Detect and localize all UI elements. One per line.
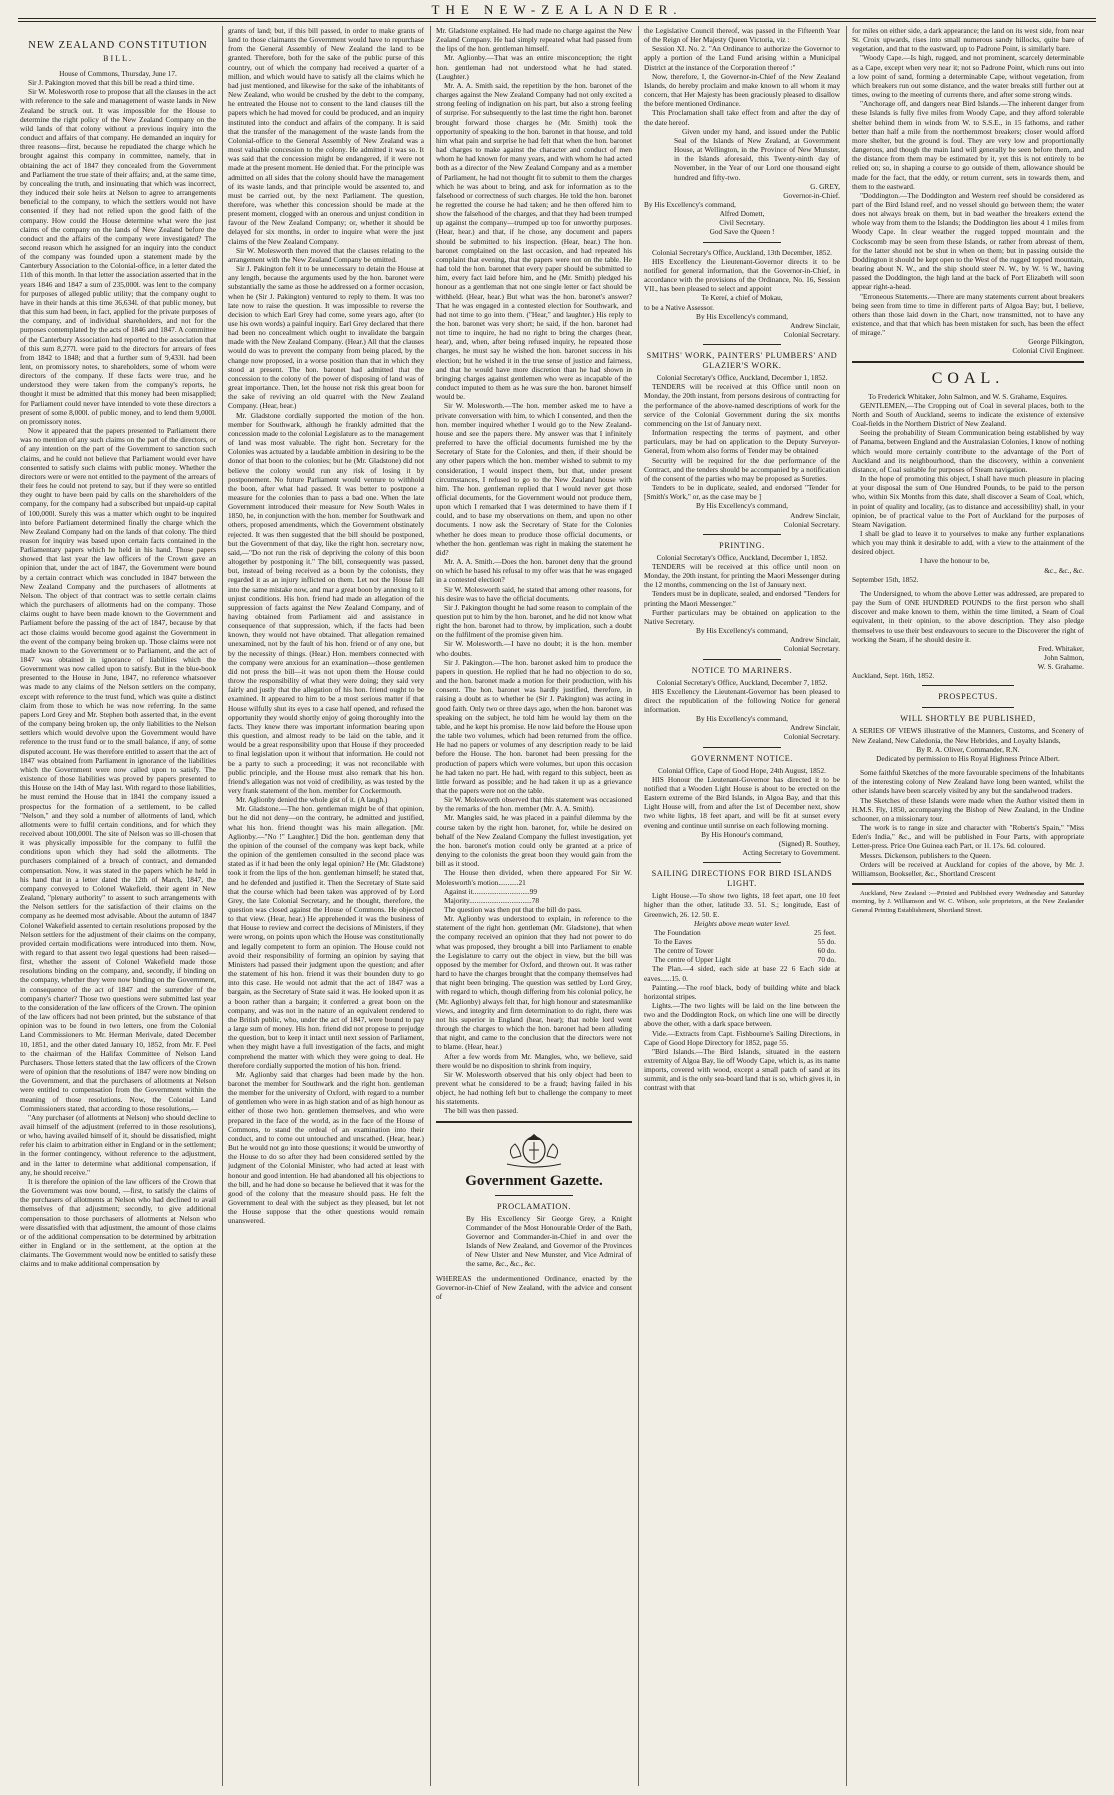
letter-closing: I have the honour to be, bbox=[920, 556, 990, 566]
proclamation-text: the Legislative Council thereof, was passed in the Fifteenth Year of the Reign of Her Majesty Queen Victoria, viz : bbox=[644, 26, 840, 45]
divider bbox=[703, 344, 781, 345]
article-paragraph: Mr. Gladstone cordially supported the motion of the hon. member for Southwark, although he frankly admitted that the concession made to the colonial Legislature as to the management of land was most valuable. The right hon. Secretary for the Colonies was actuated by a laudable ambition in desiring to be the donor of that boon to the colonies; but he (Mr. Gladstone) did not believe the colony would run any risk of losing it by postponement. No future Parliament would venture to withhold the boon, after what had passed. It was better to postpone a measure for the colonies than to pass a bad one. When the late Government introduced their measure for New South Wales in 1850, he, in conjunction with the hon. member for Southwark and others, proposed amendments, which the Government obstinately rejected. It was then suggested that the bill should be postponed, but the Government of that day, like the right hon. secretary now, said,—"Do not run the risk of depriving the colony of this boon altogether by postponing it." The bill, consequently was passed, but, instead of being received as a boon by the colonists, they regarded it as an injury inflicted on them. Let not the House fall into the same mistake now, and mar a great boon by annexing to it unjust conditions. His hon. friend had made an allegation of the suppression of facts against the New Zealand Company, and of having obtained from Parliament aid and assistance in consequence of that suppression, which, if the facts had been known, they would not have obtained. That allegation remained unexamined, not by the fault of his hon. friend or of any one, but by the necessity of things. (Hear.) Hon. members connected with the company were anxious for an examination—those gentlemen did not press the bill—it was not upon them the House could throw the responsibility of what they were doing; they said very fairly and justly that the allegation of his hon. friend ought to be examined. It appeared to him to be a most serious matter if that House wilfully shut its eyes to a case half opened, and refused the opportunity they would shortly enjoy of going thoroughly into the facts. They knew there was important information bearing upon this question, and almost ready to be laid on the table, and it would be a great responsibility upon that House if they proceeded to final legislation upon it without that information. He could not be a party to such a proceeding; it was not reconcilable with public principle, and the House must also remark that his hon. friend's allegation was not void of credibility, as was tested by the very frank statement of the hon. member for Cockermouth. bbox=[228, 410, 424, 795]
letter-date: Auckland, Sept. 16th, 1852. bbox=[852, 671, 935, 681]
divider bbox=[703, 242, 781, 243]
article-paragraph: Now it appeared that the papers presented to Parliament there was no mention of any such claims on the part of the directors, or of any intention on the part of the Government to sanction such claims, and he could not believe that Parliament would ever have consented to satisfy such claims with public money. Whether the directors were or were not entitled to the payment of the arrears of their fees he could not pretend to say, but if they were so entitled they ought to have been paid by calls on the shareholders of the company, for the company had a subscribed but unpaid-up capital of 100,000l. Surely this was a matter which ought to be inquired into before Parliament determined finally the charge which the New Zealand Company had on the lands of that colony. The third reason for inquiry was based upon certain facts contained in the Parliamentary papers which he held in his hand. Those papers showed that last year the law officers of the Crown gave an opinion that, under the act of 1847, the Government were bound by a certain contract which was concluded in 1847 between the New Zealand Company and the purchasers of allotments at Nelson. The object of that contract was to settle certain claims which the purchasers of allotments had on the company. Those claims ought to have been made known to the Government and Parliament before the passing of the act of 1847, because by that act those claims would become good against the Government in the event of the company being broken up. Those claims were not made known to the Government or to Parliament, and the act of 1847 was obtained in ignorance of liabilities which the Government was now called upon to satisfy. But in the blue-book presented to the House in June, 1847, no reference whatsoever was made to any claims of the Nelson settlers on the company, except with reference to the trust fund, which was quite a distinct claim from those to which he was now referring. In the same papers Lord Grey and Mr. Stephen both asserted that, in the event of the company being broken up, the only liabilities to the Nelson settlers which would devolve upon the Government would have reference to the trust fund or to the small balance, if any, of some disputed account. He was therefore entitled to assert that the act of 1847 was obtained from Parliament in ignorance of the liabilities which the Government were now called upon to satisfy. The existence of those liabilities was proved by papers presented to this House on the 14th of May last. With regard to those liabilities, he must remind the House that in 1841 the company issued a prospectus for the formation of a settlement, to be called "Nelson," and they sold a number of allotments of land, which allotments were to fulfil certain conditions, and for which they received about 100,000l. The site of Nelson was so ill-chosen that it was physically impossible for the company to fulfil the conditions upon which they had sold the allotments. The purchasers complained of a breach of contract, and demanded compensation. Now, it was stated in the papers which he held in his hand that in a letter dated the 12th of March, 1847, the company conveyed to Colonel Wakefield, their agent in New Zealand, "plenary authority" to assent to such arrangements with the Nelson settlers for the satisfaction of their claims on the company as he deemed most advisable. About the autumn of 1847 Colonel Wakefield assented to certain resolutions proposed by the Nelson settlers for the adjustment of their claims on the company, provided certain modifications were introduced into them. Now, with regard to that assent two legal questions had been raised—first, whether the assent of Colonel Wakefield made those resolutions binding on the company, and, secondly, if binding on the company, whether they were now binding on the Government, in consequence of the act of 1847 and the surrender of the company's charter? Those two questions were submitted last year to the consideration of the law officers of the Crown. The opinion of the law officers had not been printed, but the substance of that opinion was to be found in two letters, one from the Colonial Land Commissioners to Mr. Herman Merivale, dated December 10, 1851, and the other dated January 10, 1852, from Mr. F. Peel to the chairman of the Halifax Committee of Nelson Land Purchasers. Those letters stated that the law officers of the Crown were of opinion that the resolutions of 1847 were now binding on the Government, and that the purchasers of allotments at Nelson were entitled to compensation from the Government within the meaning of those resolutions. Now, the Colonial Land Commissioners stated, that according to those resolutions,— bbox=[20, 426, 216, 1113]
notice-appointee: Te Kereí, a chief of Mokau, bbox=[701, 293, 783, 303]
article-paragraph: Mr. Gladstone.—The hon. gentleman might be of that opinion, but he did not deny—on the contrary, he admitted and justified, what his hon. friend thought was his main allegation. [Mr. Aglionby.—"No !" Laughter.] Did the hon. gentleman deny that the opinion of the counsel of the company was kept back, while the opinion of the gentlemen consulted in the second place was stated as if it had been the only legal opinion? He (Mr. Gladstone) took it from the lips of the hon. gentleman himself; he stated that, and he defended and justified it. Then the Secretary of State said that the course which had been taken was approved of by Lord Grey, the late Colonial Secretary, and he thought, therefore, the question was closed against the House of Commons. He objected to that view. (Hear, hear.) He apprehended it was the business of that House to review and correct the decisions of Ministers, if they were wrong, on points upon which the House was constitutionally and legally competent to form an opinion. The House could not avoid their responsibility of forming an opinion by saying that Ministers had passed their judgment upon the question; and after the statement of his hon. friend it was their bounden duty to go into this case. He would not admit that the act of 1847 was a bargain, as the Secretary of State said it was. He looked upon it as a boon rather than a bargain; it conferred a great boon on the company, and was not in the nature of an equivalent rendered to the British public, who, under the act of 1847, were bound to pay a large sum of money. His hon. friend did not propose to prejudge the question, but to keep it intact until next session of Parliament, when they might have a full investigation of the facts, and might comprehend the matter with which they were going to deal. He therefore cordially supported the motion of his hon. friend. bbox=[228, 804, 424, 1070]
letter-text: In the hope of promoting this object, I shall have much pleasure in placing at your disposal the sum of One Hundred Pounds, to be paid to the person who, within Six Months from this date, shall discover a Seam of Coal, which, in point of quality and locality, (as to distance and accessibility) shall, in your opinion, be of practical value to the Port of Auckland for the purposes of Steam Navigation. bbox=[852, 474, 1084, 529]
notice-text: Tenders to be in duplicate, sealed, and endorsed "Tender for [Smith's Work," or, as the case may be ] bbox=[644, 483, 840, 502]
office-dateline: Colonial Secretary's Office, Auckland, December 1, 1852. bbox=[656, 552, 828, 562]
publication-heading: WILL SHORTLY BE PUBLISHED, bbox=[900, 714, 1036, 724]
notice-text: "Woody Cape.—Is high, rugged, and not prominent, scarcely determinable as a Cape, except when very near it; not so Padrone Point, which runs out into a low point of sand, forming a determinable Cape, without vegetation, from which breakers run out some distance, and the water breaks still further out at times, owing to the meeting of currents there, and after some strong winds. bbox=[852, 53, 1084, 100]
article-paragraph: Mr. A. A. Smith said, the repetition by the hon. baronet of the charges against the New Zealand Company had not only excited a strong feeling of indignation on his part, but also a strong feeling of surprise. For subsequently to the last time the right hon. baronet brought forward those charges he (Mr. Smith) took the opportunity of speaking to the hon. baronet in that house, and told him what pain and surprise he had felt that when the hon. baronet had charges to make against the character and conduct of men whom he had known for many years, and with whom he had acted both as a director of the New Zealand Company and as a member of Parliament, he had not thought fit to submit to them the charges which he was about to bring, and ask for information as to the falsehood or correctness of such charges. He told the hon. baronet he regretted the course he had taken; and he then offered him to show the falsehood of the charges, and that they had been trumped up against the company—trumped up too for unworthy purposes. (Hear, hear.) and that, if he chose, any document and papers should be submitted to his inspection. (Hear, hear.) The hon. baronet complained on the last occasion, and had repeated his complaint that evening, that the papers were not on the table. He had told the hon. baronet that every paper should be submitted to him, every fact laid before him, and he (Mr. Smith) pledged his honour as a gentleman that not one single letter or fact should be withheld. (Hear, hear.) But what was the hon. baronet's answer? That he was engaged in a contested election for Southwark, and had not time to go into them. ("Hear," and laughter.) His reply to the hon. baronet was very short; he said, if the hon. baronet had not time to inquire, he had no right to bring the charges (hear, hear), and, when, after being refused inquiry, he repeated those charges, he must say he wished the hon. baronet success in his election; but he wished it in the true sense of justice and fairness, and that he would have more discretion than he had shown in bringing charges against gentlemen who were as incapable of the conduct imputed to them as he was sure the hon. baronet himself would be. bbox=[436, 80, 632, 402]
notice-text: "Bird Islands.—The Bird Islands, situated in the eastern extremity of Algoa Bay, lie off Woody Cape, which is, as its name imports, covered with wood, except a small patch of sand at its summit, and is the only sea-board land that is so, which gives it, in contrast with that bbox=[644, 1046, 840, 1093]
signature-title: Governor-in-Chief. bbox=[783, 190, 840, 200]
notice-heading: SAILING DIRECTIONS FOR BIRD ISLANDS LIGHT. bbox=[651, 869, 833, 889]
division-line: Against it...............................99 bbox=[444, 886, 538, 896]
prospectus-text: Orders will be received at Auckland for copies of the above, by Mr. J. Williamson, Bookseller, &c., Shortland Crescent bbox=[852, 859, 1084, 878]
article-paragraph: Sir W. Molesworth rose to propose that all the clauses in the act with reference to the sale and management of waste lands in New Zealand be struck out. It was impossible for the House to determine the right policy of the New Zealand Company on the wild lands of that colony without a previous inquiry into the conduct and affairs of that company. He demanded an inquiry for three reasons—first, because he repudiated the charge which he brought against this company in committee, namely, that in obtaining the act of 1847 they concealed from the Government and Parliament the true state of their affairs; and, at the same time, by concealing the truth, and insinuating that which was incorrect, they induced their sole heirs at Nelson to agree to arrangements beneficial to the company, to which the settlers would not have consented if they had not relied upon the good faith of the company. How could the House determine what were the just claims of the company on the lands of New Zealand before the conduct and the affairs of the company were investigated? The second reason which he assigned for an inquiry into the conduct of the company was founded upon a statement made by the Canterbury Association to the Colonial-office, in a letter dated the 11th of this month. In that letter the association asserted that in the years 1846 and 1847 a sum of 235,000l. was lent to the company for purposes of alleged public utility; that the company ought to have in their hands at this time 36,634l. of that public money, but that this sum had been, in fact, applied for the private purposes of the company, and of individual shareholders, and not for the purposes contemplated by the acts of 1846 and 1847. A committee of the Canterbury Association had reported to the association that of this sum 8,277l. were paid to the directors for arrears of fees from 1842 to 1848; and that a further sum of 9,433l. had been lent, on promissory notes, to shareholders, some of whom were directors of the company. If these facts were true, and he understood they were taken from the company's reports, he thought it must be admitted that this money had been misapplied; for Parliament could never have intended to vote these directors a present of some 8,000l. of public money, and to lend them 9,000l. on promissory notes. bbox=[20, 87, 216, 426]
section-rule bbox=[852, 883, 1084, 885]
proclamation-text: Session XI. No. 2. "An Ordinance to authorize the Governor to apply a portion of the Land Fund arising within a Municipal District at the instance of the Corporation thereof :" bbox=[644, 44, 840, 72]
article-paragraph: Sir W. Molesworth then moved that the clauses relating to the arrangement with the New Zealand Company be omitted. bbox=[228, 245, 424, 264]
article-paragraph: It is therefore the opinion of the law officers of the Crown that the Government was now bound, —first, to satisfy the claims of the purchasers of allotments at Nelson who had declined to avail themselves of that adjustment; secondly, to give additional compensation to those purchasers of allotments at Nelson who were dissatisfied with that adjustment, the amount of those claims or of the additional compensation to be determined by arbitration either in England or in the settlement, at the option at the claimants. The Government would now be entitled to satisfy these claims and to make additional compensation by bbox=[20, 1176, 216, 1269]
letter-text: I shall be glad to leave it to yourselves to make any further explanations which you may think it desirable to add, with a view to the attainment of the desired object. bbox=[852, 528, 1084, 557]
prospectus-text: A SERIES OF VIEWS illustrative of the Manners, Customs, and Scenery of New Zealand, New Caledonia, the New Hebrides, and Loyalty Islands, bbox=[852, 726, 1084, 745]
notice-heading: PRINTING. bbox=[719, 540, 765, 550]
office-dateline: Colonial Secretary's Office, Auckland, 13th December, 1852. bbox=[652, 247, 832, 257]
office-dateline: Colonial Secretary's Office, Auckland, December 1, 1852. bbox=[656, 373, 828, 383]
proclamation-text: Given under my hand, and issued under the Public Seal of the Islands of New Zealand, at Government House, at Wellington, in the Province of New Munster, in the Islands aforesaid, this Twenty-ninth day of November, in the Year of our Lord one thousand eight hundred and fifty-two. bbox=[674, 126, 840, 182]
notice-text: "Erroneous Statements.—There are many statements current about breakers being seen from time to time in different parts of Algoa Bay; but, I believe, others than those laid down in the Chart, now transmitted, not to have any existence, and that that which has been mistaken for such, has been the effect of mirage." bbox=[852, 291, 1084, 338]
article-paragraph: Sir J. Pakington thought he had some reason to complain of the question put to him by the hon. baronet, and he did not know what right the hon. baronet had to throw, by implication, such a doubt on the fulfilment of the promise given him. bbox=[436, 602, 632, 640]
notice-text: Further particulars may be obtained on application to the Native Secretary. bbox=[644, 607, 840, 626]
signatory-name: John Salmon, bbox=[1044, 653, 1084, 662]
masthead: THE NEW-ZEALANDER. bbox=[431, 2, 683, 17]
proclamation-preamble: By His Excellency Sir George Grey, a Knight Commander of the Most Honourable Order of the Bath, Governor and Commander-in-Chief in and over the Islands of New Zealand, and Governor of the Provinces of New Ulster and New Munster, and Vice Admiral of the same, &c., &c., &c. bbox=[466, 1213, 632, 1269]
table-cell: 70 do. bbox=[817, 955, 836, 965]
letter-closing: &c., &c., &c. bbox=[1044, 565, 1084, 575]
notice-heading: GOVERNMENT NOTICE. bbox=[690, 753, 794, 763]
table-cell: The centre of Tower bbox=[654, 946, 714, 956]
signature: G. GREY, bbox=[810, 181, 840, 191]
article-paragraph: Sir J. Pakington moved that this bill be read a third time. bbox=[28, 78, 195, 88]
article-dateline: House of Commons, Thursday, June 17. bbox=[59, 69, 177, 78]
prospectus-dedication: Dedicated by permission to His Royal Highness Prince Albert. bbox=[876, 753, 1060, 763]
table-heading: Heights above mean water level. bbox=[693, 918, 791, 928]
article-paragraph: Sir W. Molesworth.—I have no doubt; it is the hon. member who doubts. bbox=[436, 639, 632, 658]
proclamation-text: Now, therefore, I, the Governor-in-Chief of the New Zealand Islands, do hereby proclaim and make known to all whom it may concern, that Her Majesty has been graciously pleased to disallow the before mentioned Ordinance. bbox=[644, 71, 840, 109]
table-row bbox=[654, 937, 836, 946]
column-rule bbox=[430, 26, 431, 1786]
proclamation-text: WHEREAS the undermentioned Ordinance, enacted by the Governor-in-Chief of New Zealand, with the advice and consent of bbox=[436, 1273, 632, 1301]
signatory-title: Colonial Secretary. bbox=[783, 330, 840, 339]
article-paragraph: Mr. Mangles said, he was placed in a painful dilemma by the course taken by the right hon. baronet, for, while he desired on behalf of the New Zealand Company the fullest investigation, yet the hon. baronet's motion could only be granted at a price of denying to the colonists the great boon they would gain from the bill as it stood. bbox=[436, 813, 632, 869]
notice-text: HIS Excellency the Lieutenant-Governor has been pleased to direct the republication of the following Notice for general information. bbox=[644, 686, 840, 714]
prospectus-author: By R. A. Oliver, Commander, R.N. bbox=[916, 744, 1020, 754]
article-paragraph: Sir J. Pakington.—The hon. baronet asked him to produce the papers in question. He replied that he had no objection to do so, and the hon. baronet made a motion for their production, with his consent. The hon. baronet was hardly justified, therefore, in raising a doubt as to whether he (Sir J. Pakington) was acting in good faith. Only two or three days ago, when the hon. baronet was speaking on the subject, he told him he would lay them on the table, and he kept his promise. He now laid before the House upon the table two volumes, which had been returned from the office. He had no papers or volumes of any description ready to be laid before the House. The hon. baronet had been pressing for the production of papers which were volumes, but upon this occasion he had taken no part. He had, with regard to this subject, been as little forward as possible; and he had taken it up as a grievance that the papers were not on the table. bbox=[436, 657, 632, 795]
prospectus-text: Some faithful Sketches of the more favourable specimens of the Inhabitants of the interesting colony of New Zealand have long been wanted, whilst the other islands have been scarcely visited by any but the sandalwood traders. bbox=[852, 768, 1084, 796]
command-line: By His Excellency's command, bbox=[696, 714, 788, 724]
notice-text: "Doddington.—The Doddington and Western reef should be considered as part of the Bird Island reef, and no vessel should go between them; the water does not always break on them, but in bad weather the breakers extend the whole way from them to the Islands; the Doddington lies about 4 1 miles from Woody Cape. In clear weather the rugged topped mountain and the Cockscomb may be seen from these Islands, or rather from abreast of them, for the latter should not be shut in when on them; but in passing outside the Doddington it should be kept open to the West of the rugged topped mountain, bearing about N. W., and the ship should steer N. W., by W. ½ W., having passed the Doddington, the high land at the back of Port Elizabeth will soon appear right-a-head. bbox=[852, 190, 1084, 292]
notice-heading: NOTICE TO MARINERS. bbox=[691, 665, 793, 675]
notice-text: Information respecting the terms of payment, and other particulars, may be had on application to the Deputy Surveyor-General, from whom also forms of Tender may be obtained bbox=[644, 428, 840, 456]
signatory-title: Colonial Secretary. bbox=[783, 519, 840, 529]
prospectus-text: The work is to range in size and character with "Roberts's Spain," "Miss Eden's India," &c., and will be published in Four Parts, with appropriate Letter-press. Price One Guinea each Part, or 1l. 17s. 6d. coloured. bbox=[852, 823, 1084, 851]
command-line: By His Excellency's command, bbox=[696, 626, 788, 636]
office-dateline: Colonial Office, Cape of Good Hope, 24th August, 1852. bbox=[658, 765, 826, 775]
article-paragraph: Sir W. Molesworth observed that his only object had been to prevent what he considered to be a fraud; having failed in his object, he had nothing left but to challenge the company to meet his statements. bbox=[436, 1069, 632, 1107]
notice-text: HIS Honour the Lieutenant-Governor has directed it to be notified that a Wooden Light House is about to be erected on the Eastern extreme of the Bird Islands, in Algoa Bay, and that this Light House will, from and after the 1st of December next, show two white lights, 18 feet apart, and will be fit at sunset every evening and continue until sunrise on each following morning. bbox=[644, 774, 840, 830]
article-paragraph: Sir J. Pakington felt it to be unnecessary to detain the House at any length, because the arguments used by the hon. baronet were substantially the same as those he addressed on a former occasion, when he (Sir J. Pakington) ventured to reply to them. It was too late now to raise the question. It was impossible to reverse the decision to which Earl Grey had come, some years ago, after (to use his own words) a painful inquiry. Earl Grey declared that there had been no concealment which ought to invalidate the bargain made with the New Zealand Company. (Hear.) All that the clauses would do was to prevent the company from being placed, by the change now proposed, in a worse position than that in which they stood at present. The hon. baronet had admitted that the concession to the colony of the power of disposing of land was of great importance. Then, let the house not risk this great boon for the sake of reviving an old quarrel with the New Zealand Company. (Hear, hear.) bbox=[228, 264, 424, 411]
column-2 bbox=[228, 26, 424, 1786]
signatory-name: Alfred Domett, bbox=[719, 209, 765, 219]
notice-text: Light House.—To show two lights, 18 feet apart, one 10 feet higher than the other, latitude 33. 51. S.; longitude, East of Greenwich, 26. 12. 50. E. bbox=[644, 891, 840, 919]
signatory-name: George Pilkington, bbox=[1028, 337, 1084, 347]
notice-text: TENDERS will be received at this Office until noon on Monday, the 20th instant, from persons desirous of contracting for the performance of the above-named descriptions of work for the service of the Colonial Government during the six months commencing on the 1st of January next. bbox=[644, 382, 840, 428]
letter-addressee: To Frederick Whitaker, John Salmon, and W. S. Grahame, Esquires. bbox=[868, 391, 1068, 401]
table-cell: 60 do. bbox=[817, 946, 836, 956]
article-paragraph: Mr. A. A. Smith.—Does the hon. baronet deny that the ground on which he based his refusal to my offer was that he was engaged in a contested election? bbox=[436, 557, 632, 585]
prospectus-text: The Sketches of these Islands were made when the Author visited them in H.M.S. Fly, 1850, accompanying the Bishop of New Zealand, in the Undine schooner, on a missionary tour. bbox=[852, 795, 1084, 823]
article-subtitle: BILL. bbox=[103, 54, 133, 63]
signatory-name: (Signed) R. Southey, bbox=[778, 838, 840, 848]
notice-text: TENDERS will be received at this office until noon on Monday, the 20th instant, for printing the Maori Messenger during the 12 months, commencing on the 1st of January next. bbox=[644, 561, 840, 590]
letter-text: The Undersigned, to whom the above Letter was addressed, are prepared to pay the Sum of ONE HUNDRED POUNDS to the first person who shall discover and make known to them, within the time limited, a Seam of Coal equivalent, in their opinion, to the above description. They also pledge themselves to use their best endeavours to secure to the Discoverer the right of working the Seam, if he should desire it. bbox=[852, 588, 1084, 644]
signatory-name: Fred. Whitaker, bbox=[1038, 643, 1084, 653]
table-cell: The Foundation bbox=[654, 927, 701, 937]
column-rule bbox=[846, 26, 847, 1786]
command-line: By His Excellency's command, bbox=[696, 311, 788, 321]
letter-date: September 15th, 1852. bbox=[852, 574, 919, 584]
article-paragraph: Mr. Gladstone explained. He had made no charge against the New Zealand Company. He had simply repeated what had passed from the lips of the hon. gentleman himself. bbox=[436, 26, 632, 54]
prospectus-text: Messrs. Dickenson, publishers to the Queen. bbox=[860, 850, 991, 860]
god-save-line: God Save the Queen ! bbox=[709, 227, 775, 237]
masthead-rule-thin bbox=[18, 21, 1096, 22]
imprint: Auckland, New Zealand :—Printed and Published every Wednesday and Saturday morning, by J. Williamson and W. C. Wilson, sole proprietors, at the New Zealander General Printing Establishment, Shortland Street. bbox=[852, 889, 1084, 914]
heights-table bbox=[644, 928, 840, 965]
signatory-name: Andrew Sinclair, bbox=[790, 320, 840, 330]
table-row bbox=[654, 946, 836, 955]
column-rule bbox=[222, 26, 223, 1786]
article-paragraph: The bill was then passed. bbox=[444, 1106, 519, 1116]
signatory-title: Civil Secretary. bbox=[719, 218, 765, 228]
column-4 bbox=[644, 26, 840, 1786]
signatory-title: Colonial Secretary. bbox=[783, 732, 840, 742]
prospectus-heading: PROSPECTUS. bbox=[938, 692, 998, 702]
command-line: By His Honour's command, bbox=[701, 829, 783, 839]
notice-text: Lights.—The two lights will be laid on the line between the two and the Doddington Rock, on which line one will be directly above the other, with a dark space between. bbox=[644, 1001, 840, 1029]
article-paragraph: The House then divided, when there appeared For Sir W. Molesworth's motion...........21 bbox=[436, 868, 632, 887]
gazette-title: Government Gazette. bbox=[465, 1172, 603, 1189]
proclamation-heading: PROCLAMATION. bbox=[497, 1201, 571, 1211]
signatory-title: Acting Secretary to Government. bbox=[742, 848, 840, 858]
table-cell: To the Eaves bbox=[654, 936, 692, 946]
masthead-rule bbox=[18, 18, 1096, 19]
article-quote: "Any purchaser (of allotments at Nelson) who should decline to avail himself of the adjustment (referred to in those resolutions), or who, having availed himself of it, should be dissatisfied, might refer his claim to arbitration either in England or in the settlement; in the former contingency, without reference to the adjustment, and in the latter to determine what additional compensation, if any, he should receive." bbox=[20, 1112, 216, 1177]
article-paragraph: grants of land; but, if this bill passed, in order to make grants of land to those claimants the Government would have to repurchase from the General Assembly of New Zealand the land to be granted. Therefore, both for the sake of the public purse of this country, out of which the company had received a quarter of a million, and which would have to satisfy all the claims which he had just mentioned, and likewise for the sake of the inhabitants of New Zealand, who would be crushed by the debt to the company, he entreated the House not to consent to the land clauses till the papers which he had moved for could be produced, and an inquiry instituted into the conduct and affairs of the company. It is said that the transfer of the management of the waste lands from the Colonial-office to the General Assembly of New Zealand was a most valuable concession to the colony. He admitted it was so. It was said that the concession might be endangered, if it were not made at the present moment. He denied that. For the principle was admitted on all sides that the colony should have the management of its waste lands, and that principle would be assented to, and must be carried out, by the next Parliament. The question, therefore, was whether this concession should be made at the present moment, clogged with an onerous and unjust condition in favour of the New Zealand Company; or, whether it should be delayed for six months, in order to inquire what were the just claims of the New Zealand Company. bbox=[228, 26, 424, 246]
article-paragraph: Mr. Aglionby denied the whole gist of it. (A laugh.) bbox=[236, 795, 388, 805]
divider bbox=[922, 685, 1015, 686]
notice-text: for miles on either side, a dark appearance; the land on its west side, from near St. Croix upwards, rises into small numerous sandy hillocks, quite bare of vegetation, and that to the eastward, up to Padrone Point, is similarly bare. bbox=[852, 26, 1084, 54]
signatory-title: Colonial Civil Engineer. bbox=[1012, 346, 1084, 356]
article-paragraph: Sir W. Molesworth said, he stated that among other reasons, for his desire was to have the official documents. bbox=[436, 584, 632, 603]
divider bbox=[703, 862, 781, 863]
section-rule bbox=[436, 1121, 632, 1123]
article-title: NEW ZEALAND CONSTITUTION bbox=[28, 40, 208, 51]
divider bbox=[922, 707, 1015, 708]
signatory-name: Andrew Sinclair, bbox=[790, 723, 840, 733]
article-paragraph: Mr. Aglionby was understood to explain, in reference to the statement of the right hon. gentleman (Mr. Gladstone), that when the company received an opinion that they had not power to do what was proposed, they brought a bill into Parliament to enable the Legislature to carry out the object in view, but the bill was opposed by the member for Oxford, and thrown out. It was rather hard to have the charges brought that the company themselves had that night been bringing. The question was settled by Lord Grey, with regard to which, though differing from his colonial policy, he (Mr. Aglionby) always felt that, for high honour and statesmanlike views, and integrity and firm determination to do right, there was not his superior in England (hear, hear); that noble lord went through the charges to which the hon. baronet had been alluding that night, and came to the conclusion that the directors were not to blame. (Hear, hear.) bbox=[436, 914, 632, 1052]
division-line: Majority..................................78 bbox=[444, 895, 539, 905]
article-paragraph: The question was then put that the bill do pass. bbox=[444, 905, 582, 914]
notice-text: "Anchorage off, and dangers near Bird Islands.—The inherent danger from these Islands is fully five miles from Woody Cape, and they afford tolerable shelter behind them in winds from W. to S.S.E., in 15 fathoms, and rather better than half a mile from the northernmost breakers; closer would afford more shelter, but the ground is foul. They are very low and proportionally dangerous, and though the main land will generally be seen before them, and the distance from them may be estimated by it, yet this is not entirely to be relied on; so, in shaping a course to go outside of them, allowance should be made for the fact, that the eddy, or return current, sets in towards them, and them to the eastward. bbox=[852, 99, 1084, 191]
article-paragraph: Sir W. Molesworth.—The hon. member asked me to have a private conversation with him, to which I consented, and then the hon. member inquired whether I would go to the New Zealand-house and see the papers there. My answer was that I infinitely preferred to have the official documents furnished me by the Secretary of State for the Colonies, and then, if their should be any other papers which the hon. member wished to submit to my consideration, I would inspect them, but that, under present circumstances, I refused to go to the New Zealand house with him. The hon. gentleman replied that I would never get those official documents, for the Government would not produce them, upon which I remarked that I was determined to have them if I could, and to base my observations on them, and upon no other documents. I now ask the Secretary of State for the Colonies whether he does mean to produce those official documents, or whether the hon. gentleman was right in making the statement he did? bbox=[436, 401, 632, 557]
notice-text: The Plan.—4 sided, each side at base 22 6 Each side at eaves......15. 0. bbox=[644, 964, 840, 983]
article-paragraph: Sir W. Molesworth observed that this statement was occasioned by the remarks of the hon. member (Mr. A. A. Smith). bbox=[436, 795, 632, 814]
letter-text: Seeing the probability of Steam Communication being established by way of Panama, between England and the Australasian Colonies, I know of nothing which would more certainly contribute to the advantage of the Port of Auckland and its neighbourhood, than the discovery, within a convenient distance, of Coal suitable for purposes of Steam navigation. bbox=[852, 428, 1084, 474]
coal-heading: COAL. bbox=[931, 369, 1005, 387]
table-cell: 55 do. bbox=[817, 936, 836, 946]
letter-text: GENTLEMEN,—The Cropping out of Coal in several places, both to the North and South of Auckland, seems to indicate the existence of extensive Coal-fields in the Northern District of New Zealand. bbox=[852, 400, 1084, 429]
section-rule bbox=[852, 361, 1084, 363]
command-line: By His Excellency's command, bbox=[644, 199, 736, 209]
divider bbox=[495, 1195, 573, 1196]
table-row bbox=[654, 928, 836, 937]
divider bbox=[703, 659, 781, 660]
article-paragraph: Mr. Aglionby.—That was an entire misconception; the right hon. gentleman had not understood what he had stated. (Laughter.) bbox=[436, 53, 632, 81]
royal-arms-icon bbox=[499, 1128, 569, 1168]
notice-text: to be a Native Assessor. bbox=[644, 302, 714, 312]
notice-text: Painting.—The roof black, body of building white and black horizontal stripes. bbox=[644, 982, 840, 1001]
divider bbox=[703, 534, 781, 535]
column-1 bbox=[20, 26, 216, 1786]
table-row bbox=[654, 955, 836, 964]
signatory-name: W. S. Grahame. bbox=[1037, 662, 1084, 672]
table-cell: The centre of Upper Light bbox=[654, 955, 732, 965]
proclamation-text: This Proclamation shall take effect from and after the day of the date hereof. bbox=[644, 108, 840, 127]
signatory-name: Andrew Sinclair, bbox=[790, 635, 840, 645]
table-cell: 25 feet. bbox=[813, 927, 836, 937]
notice-text: Vide.—Extracts from Capt. Fishbourne's Sailing Directions, in Cape of Good Hope Directory for 1852, page 55. bbox=[644, 1028, 840, 1047]
column-rule bbox=[638, 26, 639, 1786]
article-paragraph: Mr. Aglionby said that charges had been made by the hon. baronet the member for Southwark and the right hon. gentleman the member for the university of Oxford, with regard to a number of gentlemen who were in as high station and of as high honour as either of those two hon. gentlemen themselves, and who were prepared in the face of the world, as in the face of the House of Commons, to stand the ordeal of an examination into their conduct, and to come out untouched and unscathed. (Hear, hear.) But he would not go into those questions; it would be unworthy of the House to do so after they had been considered settled by the judgment of the Colonial Minister, who had acted at least with honour and good intention. He had abandoned all his objections to the bill, and he had done so because he believed that it was for the good of the colony that the measure should pass. He felt the Government to deal with the subject as they pleased, but let not the House suppose that the other questions would remain unanswered. bbox=[228, 1069, 424, 1226]
notice-text: Security will be required for the due performance of the Contract, and the tenders should be accompanied by a notification of the consent of the parties who may be proposed as Sureties. bbox=[644, 455, 840, 483]
notice-heading: SMITHS' WORK, PAINTERS' PLUMBERS' AND GLAZIER'S WORK. bbox=[646, 351, 838, 371]
command-line: By His Excellency's command, bbox=[696, 501, 788, 511]
office-dateline: Colonial Secretary's Office, Auckland, December 7, 1852. bbox=[656, 677, 828, 687]
notice-text: HIS Excellency the Lieutenant-Governor directs it to be notified for general information, that the Governor-in-Chief, in accordance with the provisions of the Ordinance, No. 16, Session VII., has been pleased to select and appoint bbox=[644, 256, 840, 294]
signatory-name: Andrew Sinclair, bbox=[790, 510, 840, 520]
divider bbox=[703, 747, 781, 748]
notice-text: Tenders must be in duplicate, sealed, and endorsed "Tenders for printing the Maori Messenger." bbox=[644, 589, 840, 608]
column-5 bbox=[852, 26, 1084, 1786]
article-paragraph: After a few words from Mr. Mangles, who, we believe, said there would be no disposition to shrink from inquiry, bbox=[436, 1051, 632, 1070]
column-3 bbox=[436, 26, 632, 1786]
signatory-title: Colonial Secretary. bbox=[783, 644, 840, 654]
